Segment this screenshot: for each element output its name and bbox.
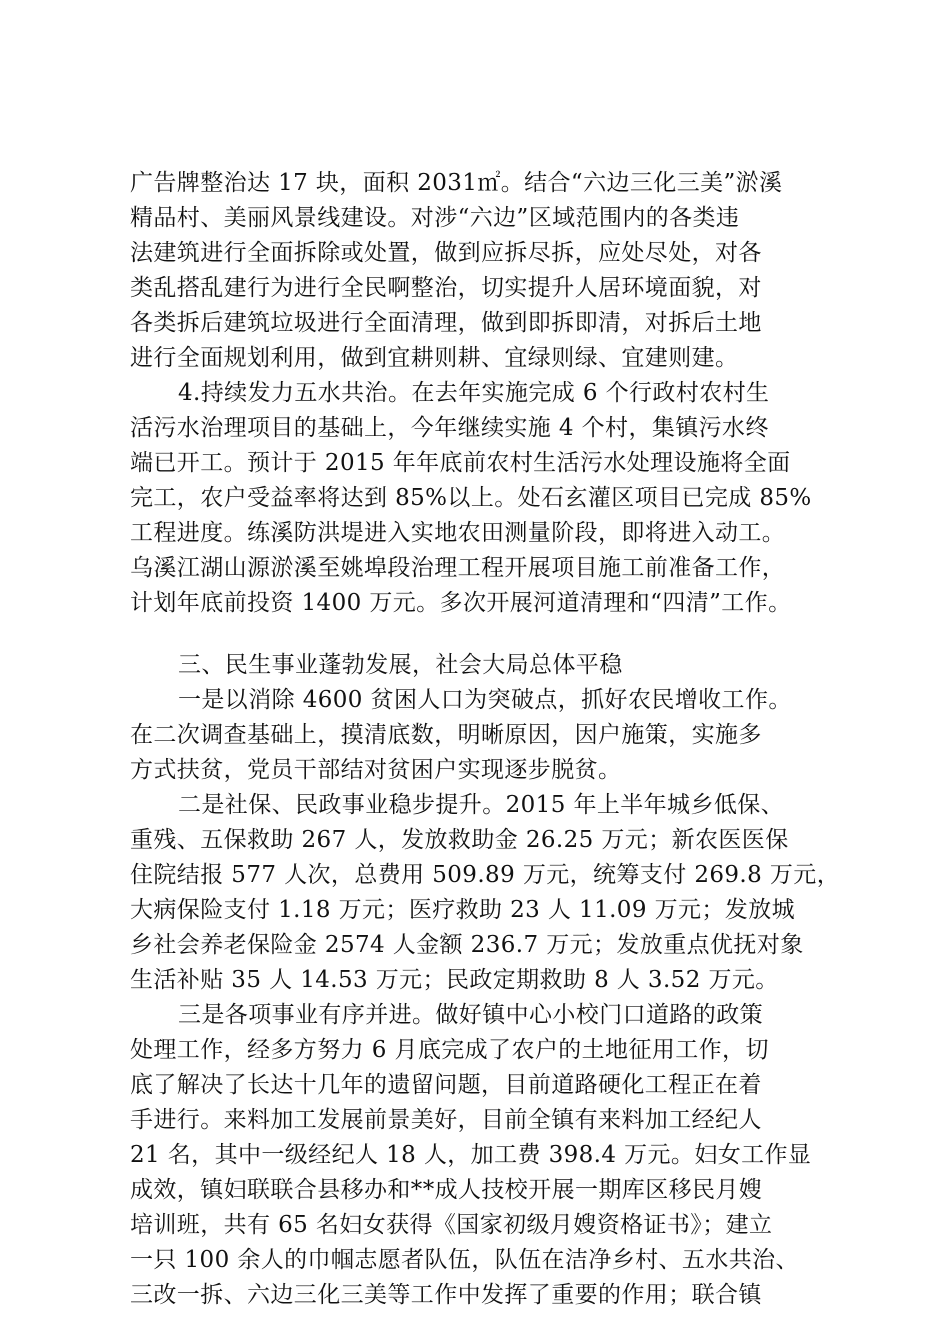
text-line: 底了解决了长达十几年的遗留问题，目前道路硬化工程正在着	[130, 1072, 762, 1098]
text-line: 一只 100 余人的巾帼志愿者队伍，队伍在洁净乡村、五水共治、	[130, 1247, 799, 1273]
text-line: 成效，镇妇联联合县移办和**成人技校开展一期库区移民月嫂	[130, 1177, 763, 1203]
text-line: 21 名，其中一级经纪人 18 人，加工费 398.4 万元。妇女工作显	[130, 1142, 812, 1168]
text-line: 乡社会养老保险金 2574 人金额 236.7 万元；发放重点优抚对象	[130, 932, 804, 958]
text-line: 法建筑进行全面拆除或处置，做到应拆尽拆，应处尽处，对各	[130, 240, 762, 266]
text-line: 一是以消除 4600 贫困人口为突破点，抓好农民增收工作。	[178, 687, 792, 713]
text-line: 培训班，共有 65 名妇女获得《国家初级月嫂资格证书》；建立	[130, 1212, 773, 1238]
text-line: 二是社保、民政事业稳步提升。2015 年上半年城乡低保、	[178, 792, 785, 818]
text-line: 计划年底前投资 1400 万元。多次开展河道清理和“四清”工作。	[130, 590, 792, 616]
text-line: 三是各项事业有序并进。做好镇中心小校门口道路的政策	[178, 1002, 763, 1028]
text-line: 乌溪江湖山源淤溪至姚埠段治理工程开展项目施工前准备工作，	[130, 555, 786, 581]
text-line: 类乱搭乱建行为进行全民啊整治，切实提升人居环境面貌，对	[130, 275, 762, 301]
text-line: 4.持续发力五水共治。在去年实施完成 6 个行政村农村生	[178, 380, 770, 406]
text-line: 工程进度。练溪防洪堤进入实地农田测量阶段，即将进入动工。	[130, 520, 786, 546]
text-line: 三改一拆、六边三化三美等工作中发挥了重要的作用；联合镇	[130, 1282, 762, 1308]
text-line: 大病保险支付 1.18 万元；医疗救助 23 人 11.09 万元；发放城	[130, 897, 795, 923]
text-line: 方式扶贫，党员干部结对贫困户实现逐步脱贫。	[130, 757, 622, 783]
section-heading: 三、民生事业蓬勃发展，社会大局总体平稳	[178, 652, 623, 678]
text-line: 生活补贴 35 人 14.53 万元；民政定期救助 8 人 3.52 万元。	[130, 967, 779, 993]
text-line: 手进行。来料加工发展前景美好，目前全镇有来料加工经纪人	[130, 1107, 762, 1133]
text-line: 处理工作，经多方努力 6 月底完成了农户的土地征用工作，切	[130, 1037, 769, 1063]
text-line: 精品村、美丽风景线建设。对涉“六边”区域范围内的各类违	[130, 205, 740, 231]
text-line: 住院结报 577 人次，总费用 509.89 万元，统筹支付 269.8 万元，	[130, 862, 841, 888]
text-line: 各类拆后建筑垃圾进行全面清理，做到即拆即清，对拆后土地	[130, 310, 762, 336]
text-line: 活污水治理项目的基础上，今年继续实施 4 个村，集镇污水终	[130, 415, 769, 441]
text-line: 广告牌整治达 17 块，面积 2031㎡。结合“六边三化三美”淤溪	[130, 170, 783, 196]
text-line: 重残、五保救助 267 人，发放救助金 26.25 万元；新农医医保	[130, 827, 789, 853]
text-line: 完工，农户受益率将达到 85%以上。处石玄灌区项目已完成 85%	[130, 485, 812, 511]
text-line: 进行全面规划利用，做到宜耕则耕、宜绿则绿、宜建则建。	[130, 345, 739, 371]
text-line: 在二次调查基础上，摸清底数，明晰原因，因户施策，实施多	[130, 722, 762, 748]
text-line: 端已开工。预计于 2015 年年底前农村生活污水处理设施将全面	[130, 450, 791, 476]
